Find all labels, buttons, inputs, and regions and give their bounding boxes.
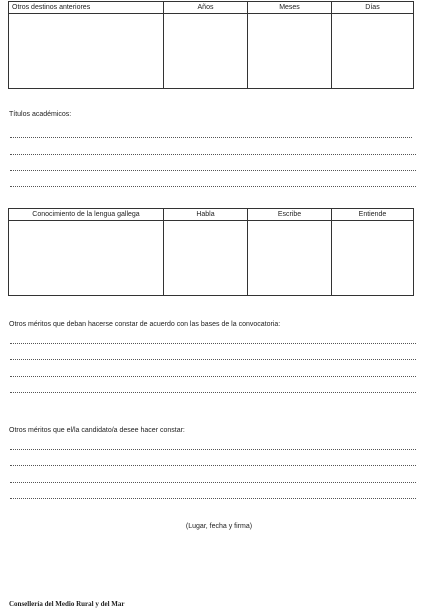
cell-galician-knowledge[interactable]: [9, 221, 164, 296]
other-merits-bases-line-2[interactable]: [10, 359, 416, 360]
header-understands: Entiende: [358, 211, 387, 218]
academic-titles-line-4[interactable]: [10, 186, 416, 187]
other-merits-bases-line-1[interactable]: [10, 343, 416, 344]
previous-destinations-table: [8, 1, 414, 89]
other-merits-candidate-line-2[interactable]: [10, 465, 416, 466]
footer-department: Consellería del Medio Rural y del Mar: [9, 600, 125, 608]
other-merits-candidate-line-3[interactable]: [10, 482, 416, 483]
other-merits-bases-line-4[interactable]: [10, 392, 416, 393]
cell-years[interactable]: [164, 14, 248, 89]
cell-destinations[interactable]: [9, 14, 164, 89]
cell-writes[interactable]: [248, 221, 332, 296]
academic-titles-label: Títulos académicos:: [9, 111, 72, 118]
header-other-destinations: Otros destinos anteriores: [9, 2, 164, 13]
header-galician-knowledge: Conocimiento de la lengua gallega: [9, 209, 164, 220]
header-months: Meses: [248, 2, 332, 13]
other-merits-candidate-line-1[interactable]: [10, 449, 416, 450]
cell-understands[interactable]: [332, 221, 413, 296]
cell-speaks[interactable]: [164, 221, 248, 296]
table-header-row: [9, 209, 413, 221]
header-years: Años: [164, 2, 248, 13]
cell-months[interactable]: [248, 14, 332, 89]
academic-titles-line-2[interactable]: [10, 154, 416, 155]
header-speaks: Habla: [164, 209, 248, 220]
academic-titles-line-3[interactable]: [10, 170, 416, 171]
other-merits-candidate-line-4[interactable]: [10, 498, 416, 499]
other-merits-bases-label: Otros méritos que deban hacerse constar de acuerdo con las bases de la convocatoria:: [9, 321, 281, 328]
signature-placeholder: (Lugar, fecha y firma): [185, 523, 253, 530]
header-days: Días: [365, 4, 380, 11]
cell-days[interactable]: [332, 14, 413, 89]
other-merits-bases-line-3[interactable]: [10, 376, 416, 377]
other-merits-candidate-label: Otros méritos que el/la candidato/a desee hacer constar:: [9, 427, 185, 434]
academic-titles-line-1[interactable]: [10, 137, 412, 138]
galician-language-table: [8, 208, 414, 296]
table-body-row: [9, 14, 413, 89]
header-writes: Escribe: [248, 209, 332, 220]
table-header-row: [9, 2, 413, 14]
table-body-row: [9, 221, 413, 296]
